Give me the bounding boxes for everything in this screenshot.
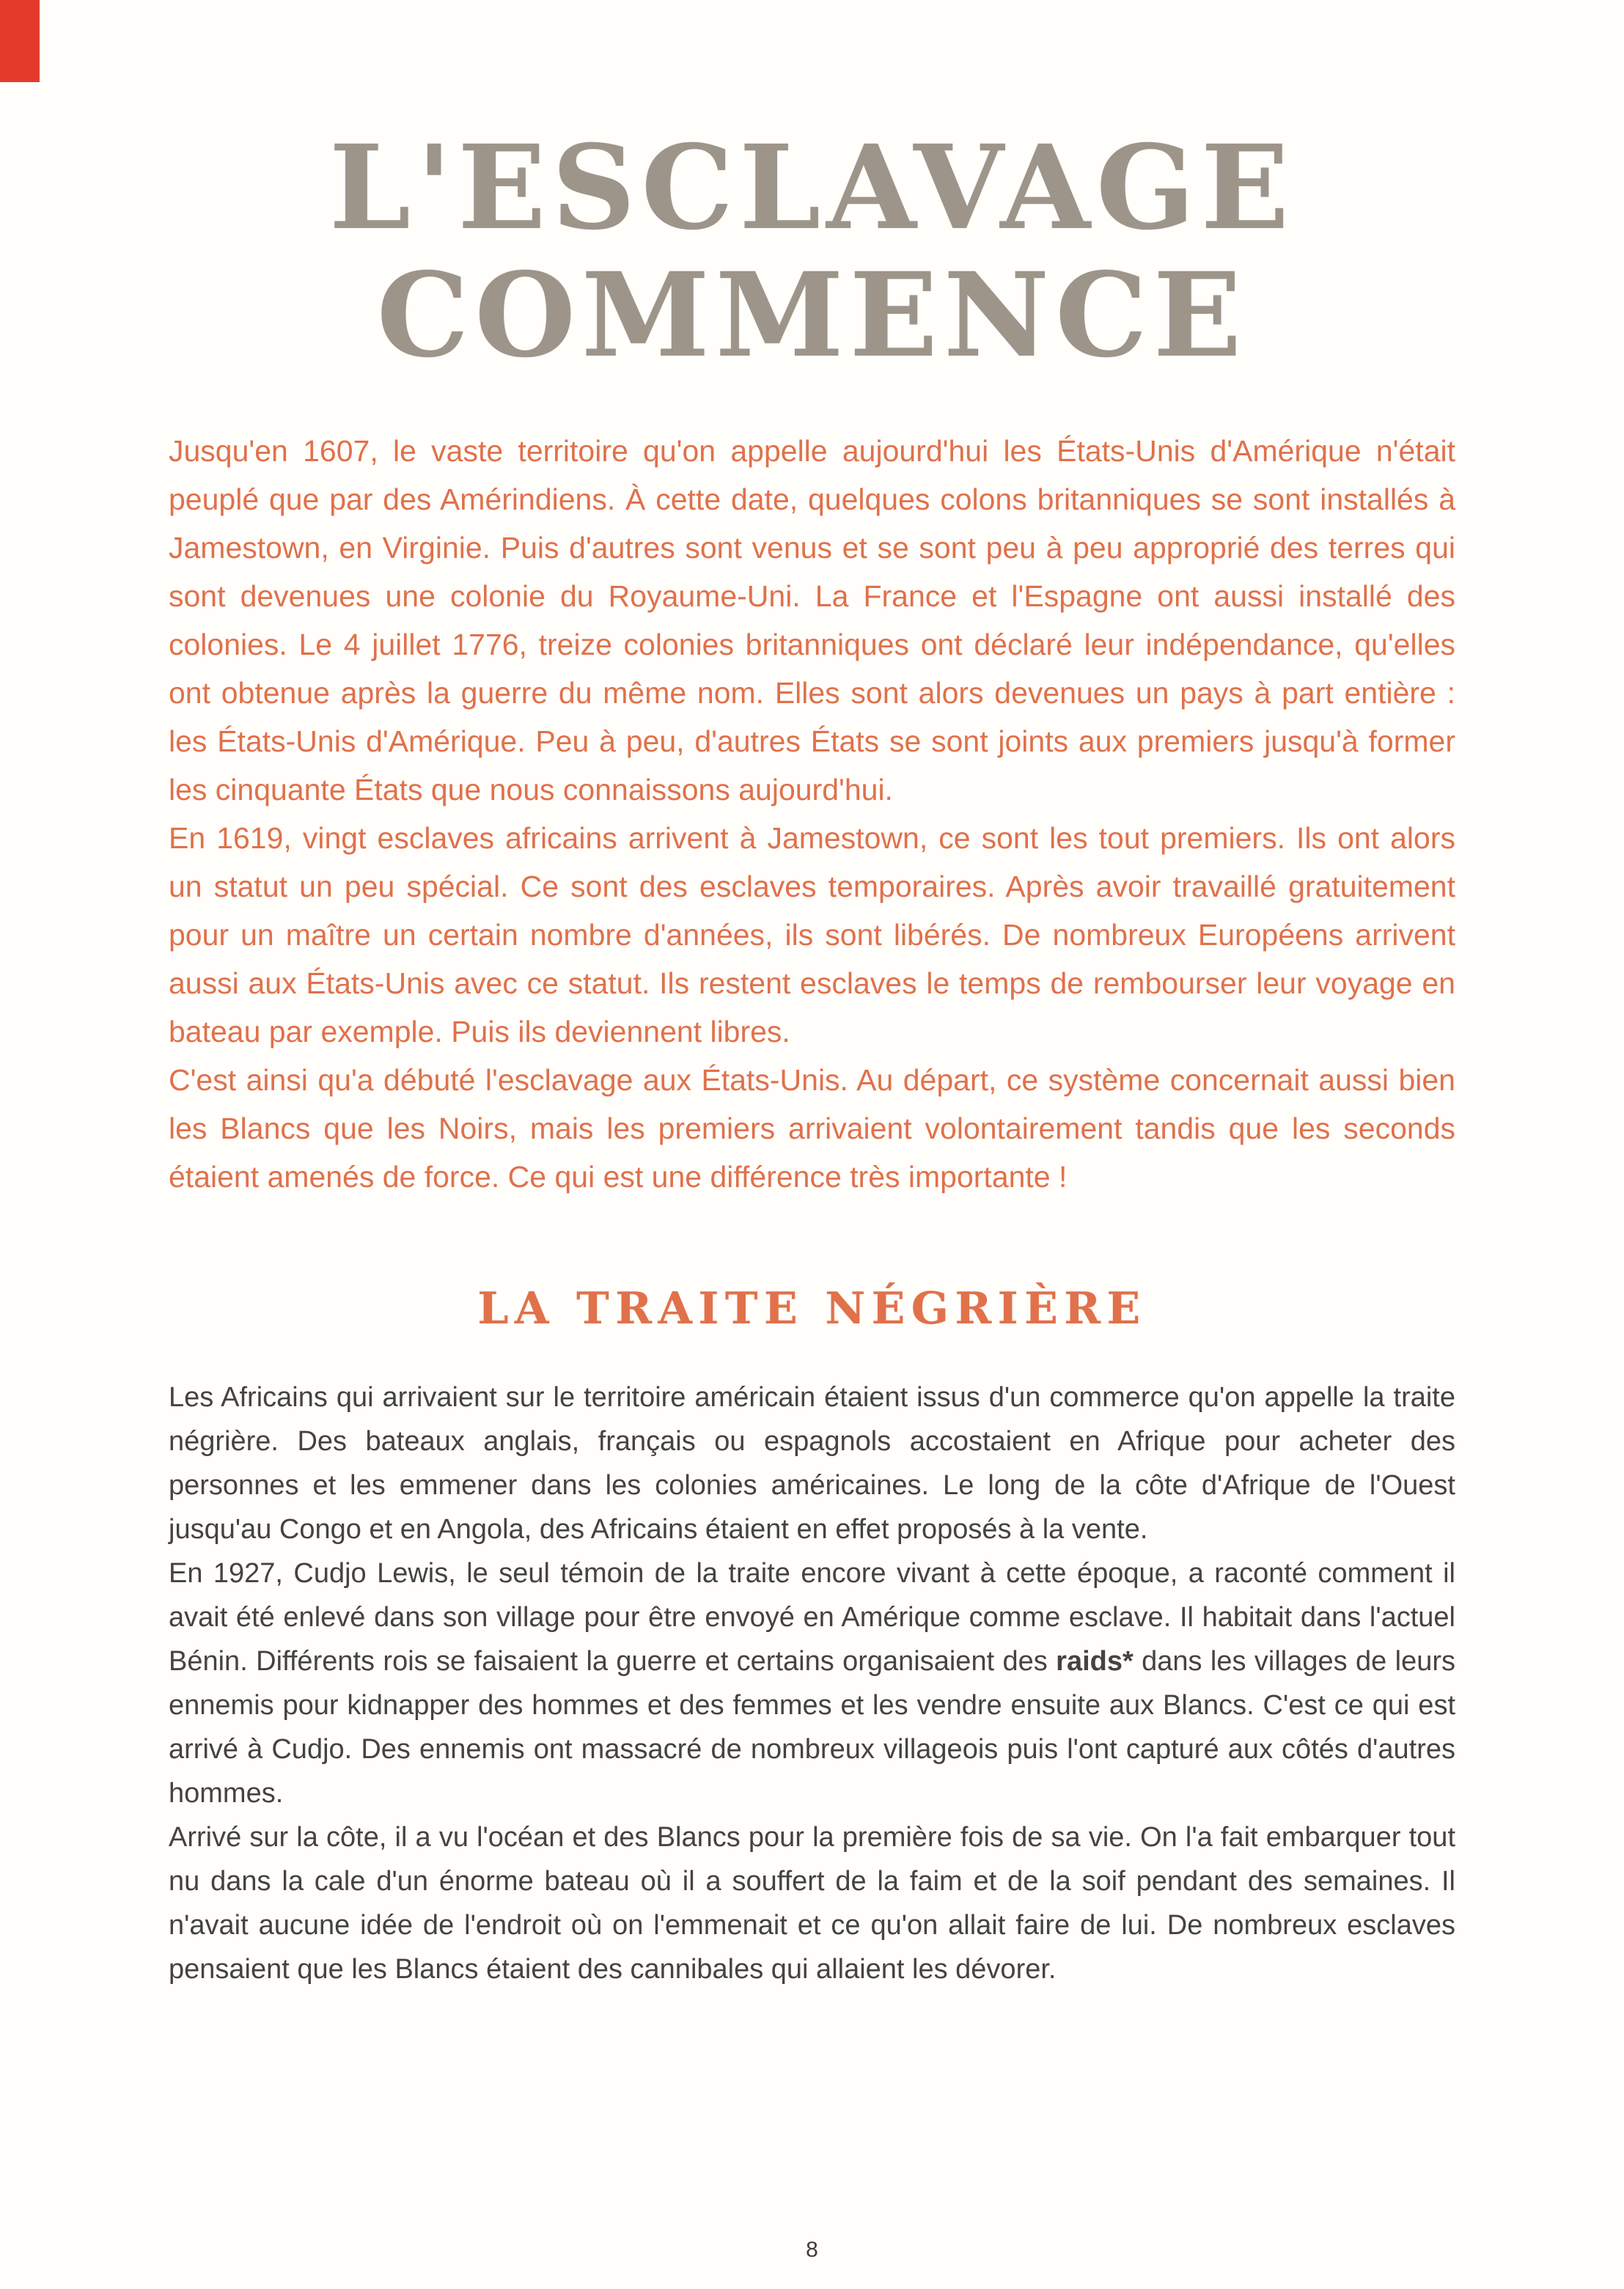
intro-section — [169, 427, 1455, 1201]
glossary-term-raids: raids* — [1056, 1645, 1134, 1677]
slave-trade-section — [169, 1375, 1455, 1991]
section-paragraph-1: Les Africains qui arrivaient sur le territoire américain étaient issus d'un commerce qu'on appelle la traite négrière. Des bateaux anglais, français ou espagnols accostaient en Afrique pour acheter des personnes et les emmener dans les colonies américaines. Le long de la côte d'Afrique de l'Ouest jusqu'au Congo et en Angola, des Africains étaient en effet proposés à la vente. — [169, 1381, 1455, 1545]
corner-bleed-mark — [0, 0, 40, 82]
book-page — [169, 0, 1455, 1991]
page-number: 8 — [806, 2238, 818, 2262]
page-title — [169, 120, 1455, 383]
page-title-line1: L'ESCLAVAGE — [328, 120, 1296, 256]
paragraph-text-after: dans les villages de leurs ennemis pour kidnapper des hommes et des femmes et les vendre ensuite aux Blancs. C'est ce qui est arrivé à Cudjo. Des ennemis ont massacré de nombreux villageois puis l'ont capturé aux côtés d'autres hommes. — [169, 1645, 1455, 1809]
intro-paragraph-2: En 1619, vingt esclaves africains arrivent à Jamestown, ce sont les tout premiers. Ils ont alors un statut un peu spécial. Ce sont des esclaves temporaires. Après avoir travaillé gratuitement pour un maître un certain nombre d'années, ils sont libérés. De nombreux Européens arrivent aussi aux États-Unis avec ce statut. Ils restent esclaves le temps de rembourser leur voyage en bateau par exemple. Puis ils deviennent libres. — [169, 820, 1455, 1048]
paragraph-text-before: En 1927, Cudjo Lewis, le seul témoin de la traite encore vivant à cette époque, a raconté comment il avait été enlevé dans son village pour être envoyé en Amérique comme esclave. Il habitait dans l'actuel Bénin. Différents rois se faisaient la guerre et certains organisaient des — [169, 1557, 1455, 1677]
intro-paragraph-3: C'est ainsi qu'a débuté l'esclavage aux États-Unis. Au départ, ce système concernait aussi bien les Blancs que les Noirs, mais les premiers arrivaient volontairement tandis que les seconds étaient amenés de force. Ce qui est une différence très importante ! — [169, 1062, 1455, 1194]
section-heading: LA TRAITE NÉGRIÈRE — [477, 1282, 1147, 1334]
intro-paragraph-1: Jusqu'en 1607, le vaste territoire qu'on appelle aujourd'hui les États-Unis d'Amérique n'était peuplé que par des Amérindiens. À cette date, quelques colons britanniques se sont installés à Jamestown, en Virginie. Puis d'autres sont venus et se sont peu à peu approprié des terres qui sont devenues une colonie du Royaume-Uni. La France et l'Espagne ont aussi installé des colonies. Le 4 juillet 1776, treize colonies britanniques ont déclaré leur indépendance, qu'elles ont obtenue après la guerre du même nom. Elles sont alors devenues un pays à part entière : les États-Unis d'Amérique. Peu à peu, d'autres États se sont joints aux premiers jusqu'à former les cinquante États que nous connaissons aujourd'hui. — [169, 433, 1455, 807]
page-title-line2: COMMENCE — [376, 247, 1248, 383]
section-paragraph-2 — [169, 1551, 1455, 1815]
section-paragraph-3: Arrivé sur la côte, il a vu l'océan et des Blancs pour la première fois de sa vie. On l'a fait embarquer tout nu dans la cale d'un énorme bateau où il a souffert de la faim et de la soif pendant des semaines. Il n'avait aucune idée de l'endroit où on l'emmenait et ce qu'on allait faire de lui. De nombreux esclaves pensaient que les Blancs étaient des cannibales qui allaient les dévorer. — [169, 1821, 1455, 1985]
